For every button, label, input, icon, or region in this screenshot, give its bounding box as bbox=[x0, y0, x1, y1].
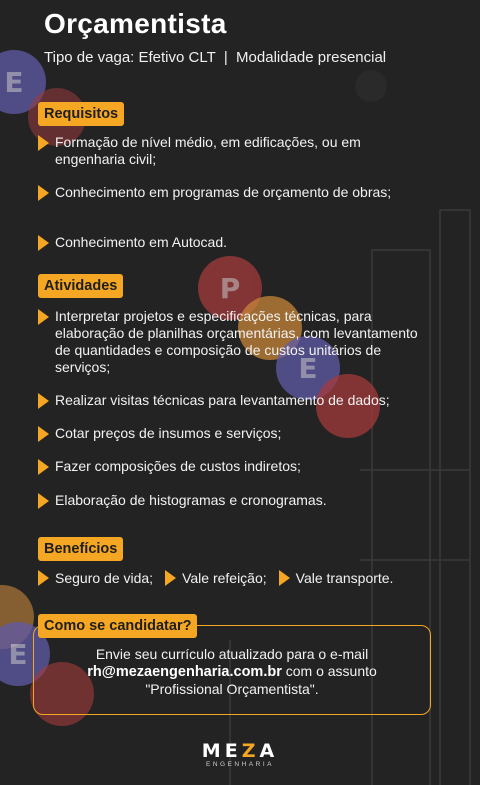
list-item-text: Elaboração de histogramas e cronogramas. bbox=[55, 492, 327, 508]
section-tag-requisitos: Requisitos bbox=[38, 102, 124, 126]
apply-line-2 bbox=[48, 663, 416, 681]
section-tag-beneficios: Benefícios bbox=[38, 537, 123, 561]
list-item bbox=[36, 492, 456, 510]
chevron-right-icon bbox=[36, 569, 52, 587]
chevron-right-icon bbox=[36, 425, 52, 443]
list-item bbox=[36, 184, 456, 202]
chevron-right-icon bbox=[36, 184, 52, 202]
logo-prefix: ME bbox=[201, 740, 242, 762]
list-item bbox=[36, 308, 456, 376]
benefit-text: Vale transporte. bbox=[295, 569, 394, 586]
page-title: Orçamentista bbox=[44, 8, 227, 39]
decor-circle-purple: E bbox=[0, 622, 50, 686]
chevron-right-icon bbox=[163, 569, 179, 587]
chevron-right-icon bbox=[36, 134, 52, 152]
section-tag-atividades: Atividades bbox=[38, 274, 123, 298]
decor-circle-red: P bbox=[198, 256, 262, 320]
decor-circle-purple: E bbox=[276, 336, 340, 400]
list-item bbox=[36, 392, 456, 410]
job-type-subtitle: Tipo de vaga: Efetivo CLT | Modalidade presencial bbox=[44, 49, 387, 66]
list-item-text: Realizar visitas técnicas para levantamento de dados; bbox=[55, 392, 390, 408]
benefit-text: Seguro de vida; bbox=[55, 569, 154, 586]
chevron-right-icon bbox=[36, 392, 52, 410]
list-item-text: Cotar preços de insumos e serviços; bbox=[55, 425, 282, 441]
list-item bbox=[36, 134, 456, 168]
list-item-text: Fazer composições de custos indiretos; bbox=[55, 458, 301, 474]
apply-line-2-suffix: com o assunto bbox=[281, 663, 377, 679]
chevron-right-icon bbox=[36, 234, 52, 252]
benefit-text: Vale refeição; bbox=[182, 569, 267, 586]
apply-line-3: "Profissional Orçamentista". bbox=[145, 681, 319, 697]
logo-accent: Z bbox=[241, 740, 260, 762]
list-item bbox=[36, 458, 456, 476]
logo-suffix: A bbox=[259, 740, 279, 762]
benefit-item bbox=[277, 569, 394, 587]
apply-line-1: Envie seu currículo atualizado para o e-mail bbox=[95, 646, 369, 662]
section-tag-candidatar: Como se candidatar? bbox=[38, 614, 197, 638]
benefits-row bbox=[36, 569, 403, 587]
decor-circle-purple: E bbox=[0, 50, 46, 114]
email-link[interactable]: rh@mezaengenharia.com.br bbox=[87, 664, 282, 680]
list-item-text: Conhecimento em programas de orçamento de obras; bbox=[55, 184, 392, 200]
decor-circle-dark bbox=[355, 70, 387, 102]
chevron-right-icon bbox=[277, 569, 293, 587]
logo-subtitle: ENGENHARIA bbox=[206, 761, 274, 768]
logo-wordmark bbox=[190, 740, 290, 762]
chevron-right-icon bbox=[36, 458, 52, 476]
benefit-item bbox=[163, 569, 267, 587]
list-item-text: Conhecimento em Autocad. bbox=[55, 234, 227, 250]
list-item bbox=[36, 425, 456, 443]
company-logo bbox=[190, 740, 290, 768]
list-item-text: Interpretar projetos e especificações técnicas, para elaboração de planilhas orçamentárias, com levantamento de quantidades e composição de custos unitários de serviços; bbox=[55, 308, 418, 375]
benefit-item bbox=[36, 569, 153, 587]
chevron-right-icon bbox=[36, 308, 52, 326]
apply-instructions bbox=[48, 646, 416, 698]
list-item bbox=[36, 234, 456, 252]
list-item-text: Formação de nível médio, em edificações, ou em engenharia civil; bbox=[55, 134, 361, 167]
chevron-right-icon bbox=[36, 492, 52, 510]
